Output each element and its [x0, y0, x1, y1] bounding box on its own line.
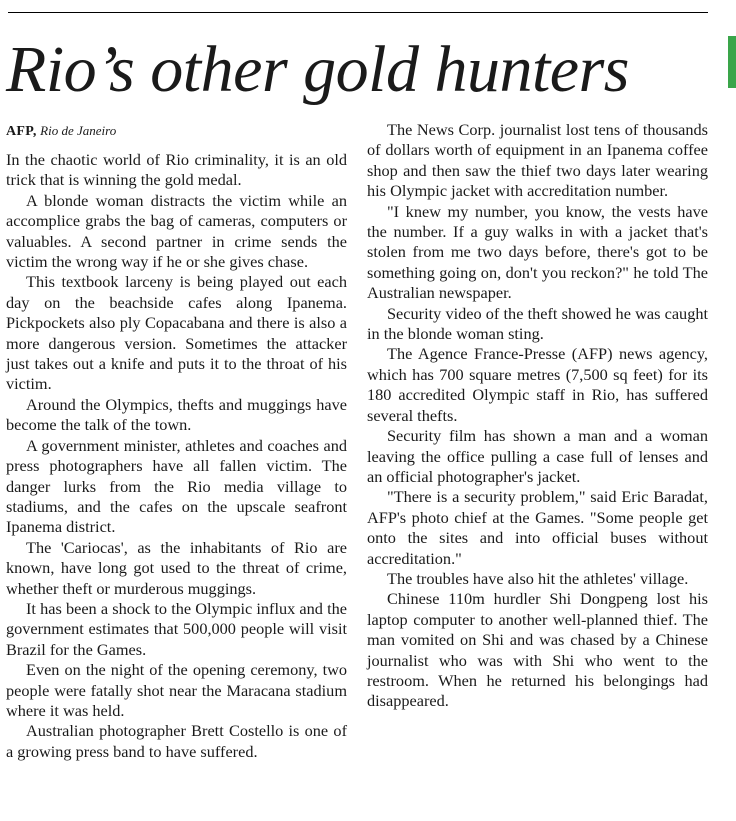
top-rule: [8, 12, 708, 13]
article-paragraph: "There is a security problem," said Eric Baradat, AFP's photo chief at the Games. "Some people get onto the sites and into official buses without accreditation.": [367, 487, 708, 568]
article-paragraph: The 'Cariocas', as the inhabitants of Rio are known, have long got used to the threat of crime, whether theft or murderous muggings.: [6, 537, 347, 598]
article-paragraph: The troubles have also hit the athletes' village.: [387, 568, 689, 588]
article-paragraph: Security video of the theft showed he was caught in the blonde woman sting.: [367, 303, 708, 344]
byline-location: Rio de Janeiro: [40, 123, 117, 138]
article-paragraph: Security film has shown a man and a woman leaving the office pulling a case full of lenses and an official photographer's jacket.: [367, 426, 708, 486]
section-color-tab: [728, 36, 736, 88]
byline-agency: AFP,: [6, 124, 37, 139]
article-paragraph: A government minister, athletes and coaches and press photographers have all fallen victim. The danger lurks from the Rio media village to stadiums, and the cafes on the upscale seafront Ipanema district.: [6, 435, 347, 537]
right-column: [367, 120, 708, 712]
article-paragraph: The Agence France-Presse (AFP) news agency, which has 700 square metres (7,500 sq feet) for its 180 accredited Olympic staff in Rio, has suffered several thefts.: [367, 344, 708, 425]
article-paragraph: It has been a shock to the Olympic influx and the government estimates that 500,000 people will visit Brazil for the Games.: [6, 598, 347, 659]
article-paragraph: "I knew my number, you know, the vests have the number. If a guy walks in with a jacket that's stolen from me two days before, there's got to be something going on, don't you reckon?" he told The Australian newspaper.: [367, 201, 708, 303]
article-paragraph: The News Corp. journalist lost tens of thousands of dollars worth of equipment in an Ipanema coffee shop and then saw the thief two days later wearing his Olympic jacket with accreditation number.: [367, 120, 708, 201]
byline: [6, 122, 347, 140]
article-paragraph: Even on the night of the opening ceremony, two people were fatally shot near the Maracana stadium where it was held.: [6, 660, 347, 720]
left-column: [6, 122, 347, 762]
headline: Rio’s other gold hunters: [6, 33, 629, 106]
article-paragraph: A blonde woman distracts the victim while an accomplice grabs the bag of cameras, computers or valuables. A second partner in crime sends the victim the wrong way if he or she gives chase.: [6, 190, 347, 272]
article-paragraph: In the chaotic world of Rio criminality, it is an old trick that is winning the gold medal.: [6, 150, 347, 190]
article-paragraph: Around the Olympics, thefts and muggings have become the talk of the town.: [6, 394, 347, 435]
article-paragraph: This textbook larceny is being played out each day on the beachside cafes along Ipanema. Pickpockets also ply Copacabana and there is also a more dangerous version. Sometimes the attacker just takes out a knife and puts it to the throat of his victim.: [6, 272, 347, 394]
article-paragraph: Australian photographer Brett Costello is one of a growing press band to have suffered.: [6, 721, 347, 761]
article-paragraph: Chinese 110m hurdler Shi Dongpeng lost his laptop computer to another well-planned thief. The man vomited on Shi and was chased by a Chinese journalist who was with Shi who went to the restroom. When he returned his belongings had disappeared.: [367, 589, 708, 711]
